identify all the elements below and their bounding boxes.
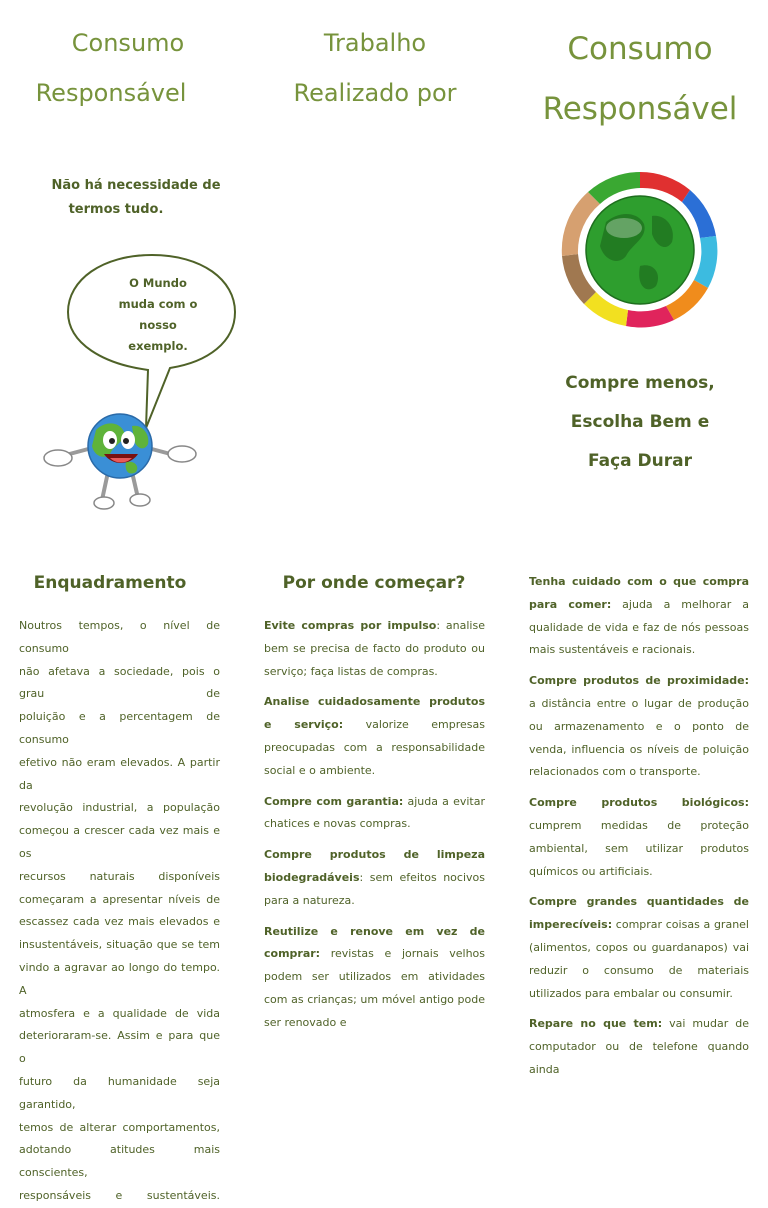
tip-text: comprar coisas a granel (alimentos, copos ou guardanapos) vai reduzir o consumo de materiais utilizados para embalar ou consumir. [529, 918, 749, 1000]
middle-title-line1: Trabalho [323, 29, 427, 57]
slogan-line: Escolha Bem e [570, 412, 710, 432]
enquadramento-line: começou a crescer cada vez mais e os [19, 824, 220, 860]
earth-mascot-icon [40, 410, 200, 515]
tip-bold: Compre grandes quantidades de imperecíveis: [529, 895, 749, 932]
tip-item [529, 891, 749, 1005]
enquadramento-line: revolução industrial, a população [19, 801, 220, 815]
tip-bold: Reutilize e renove em vez de comprar: [264, 924, 485, 961]
cover-title-line1: Consumo [567, 31, 713, 67]
tip-text: : analise bem se precisa de facto do produto ou serviço; faça listas de compras. [264, 619, 485, 678]
tip-text: cumprem medidas de proteção ambiental, sem utilizar produtos químicos ou artificiais. [529, 818, 749, 878]
tip-item [264, 921, 485, 1035]
tip-bold: Compre com garantia: [264, 794, 404, 808]
enquadramento-line: atmosfera e a qualidade de vida [19, 1006, 220, 1020]
enquadramento-title: Enquadramento [33, 573, 187, 593]
bubble-line: nosso [139, 318, 177, 332]
enquadramento-line: começaram a apresentar níveis de [19, 892, 220, 906]
right-col-body [529, 571, 749, 1090]
tip-item [529, 571, 749, 662]
tagline-line2: termos tudo. [68, 202, 164, 217]
por-onde-title: Por onde começar? [282, 573, 466, 593]
globe-arrows-icon [558, 168, 723, 333]
tip-item [529, 792, 749, 883]
left-title-line1: Consumo [71, 29, 185, 57]
bubble-line: O Mundo [129, 276, 187, 290]
enquadramento-line: vindo a agravar ao longo do tempo. A [19, 960, 220, 997]
tip-text: ajuda a evitar chatices e novas compras. [264, 794, 485, 831]
enquadramento-line: poluição e a percentagem de consumo [19, 710, 220, 746]
tip-text: ajuda a melhorar a qualidade de vida e faz de nós pessoas mais sustentáveis e racionais. [529, 597, 749, 657]
tagline-line1: Não há necessidade de [51, 178, 221, 193]
enquadramento-line: futuro da humanidade seja garantido, [19, 1074, 220, 1111]
enquadramento-line: escassez cada vez mais elevados e [19, 915, 220, 929]
tip-bold: Compre produtos biológicos: [529, 796, 749, 810]
slogan-line: Faça Durar [587, 451, 692, 471]
tip-item [264, 615, 485, 683]
left-title-line2: Responsável [35, 79, 187, 107]
tip-bold: Repare no que tem: [529, 1017, 663, 1031]
tip-bold: Compre produtos de proximidade: [529, 674, 749, 688]
bubble-line: muda com o [118, 297, 198, 311]
tip-text: revistas e jornais velhos podem ser utilizados em atividades com as crianças; um móvel antigo pode ser renovado e [264, 947, 485, 1029]
slogan-line: Compre menos, [565, 373, 715, 393]
por-onde-body [264, 615, 485, 1043]
enquadramento-line: responsáveis e sustentáveis. [19, 1188, 220, 1202]
tip-text: a distância entre o lugar de produção ou armazenamento e o ponto de venda, influencia os níveis de poluição relacionados com o transporte. [529, 696, 749, 779]
tip-item [264, 844, 485, 912]
enquadramento-line: adotando atitudes mais conscientes, [19, 1143, 220, 1180]
enquadramento-line: deterioraram-se. Assim e para que o [19, 1029, 220, 1066]
slogan [512, 364, 768, 481]
tip-text: vai mudar de computador ou de telefone quando ainda [529, 1017, 749, 1076]
enquadramento-body [19, 615, 220, 1208]
middle-title-line2: Realizado por [293, 79, 457, 107]
tip-item [529, 670, 749, 784]
tip-bold: Compre produtos de limpeza biodegradáveis [264, 848, 485, 884]
tip-item [264, 791, 485, 837]
tip-bold: Analise cuidadosamente produtos e serviço: [264, 695, 485, 732]
enquadramento-line: insustentáveis, situação que se tem [19, 938, 220, 952]
tip-item [264, 691, 485, 782]
tip-bold: Evite compras por impulso [264, 619, 437, 632]
enquadramento-line: efetivo não eram elevados. A partir da [19, 755, 220, 792]
enquadramento-line: temos de alterar comportamentos, [19, 1120, 220, 1134]
bubble-text [108, 273, 208, 357]
enquadramento-line: não afetava a sociedade, pois o grau de [19, 664, 220, 701]
tip-text: : sem efeitos nocivos para a natureza. [264, 870, 485, 907]
cover-title-line2: Responsável [542, 91, 738, 127]
enquadramento-line: recursos naturais disponíveis [19, 869, 220, 883]
tip-bold: Tenha cuidado com o que compra para comer: [529, 575, 749, 611]
bubble-line: exemplo. [128, 339, 188, 353]
tip-text: valorize empresas preocupadas com a responsabilidade social e o ambiente. [264, 718, 485, 777]
enquadramento-line: Noutros tempos, o nível de consumo [19, 619, 220, 655]
